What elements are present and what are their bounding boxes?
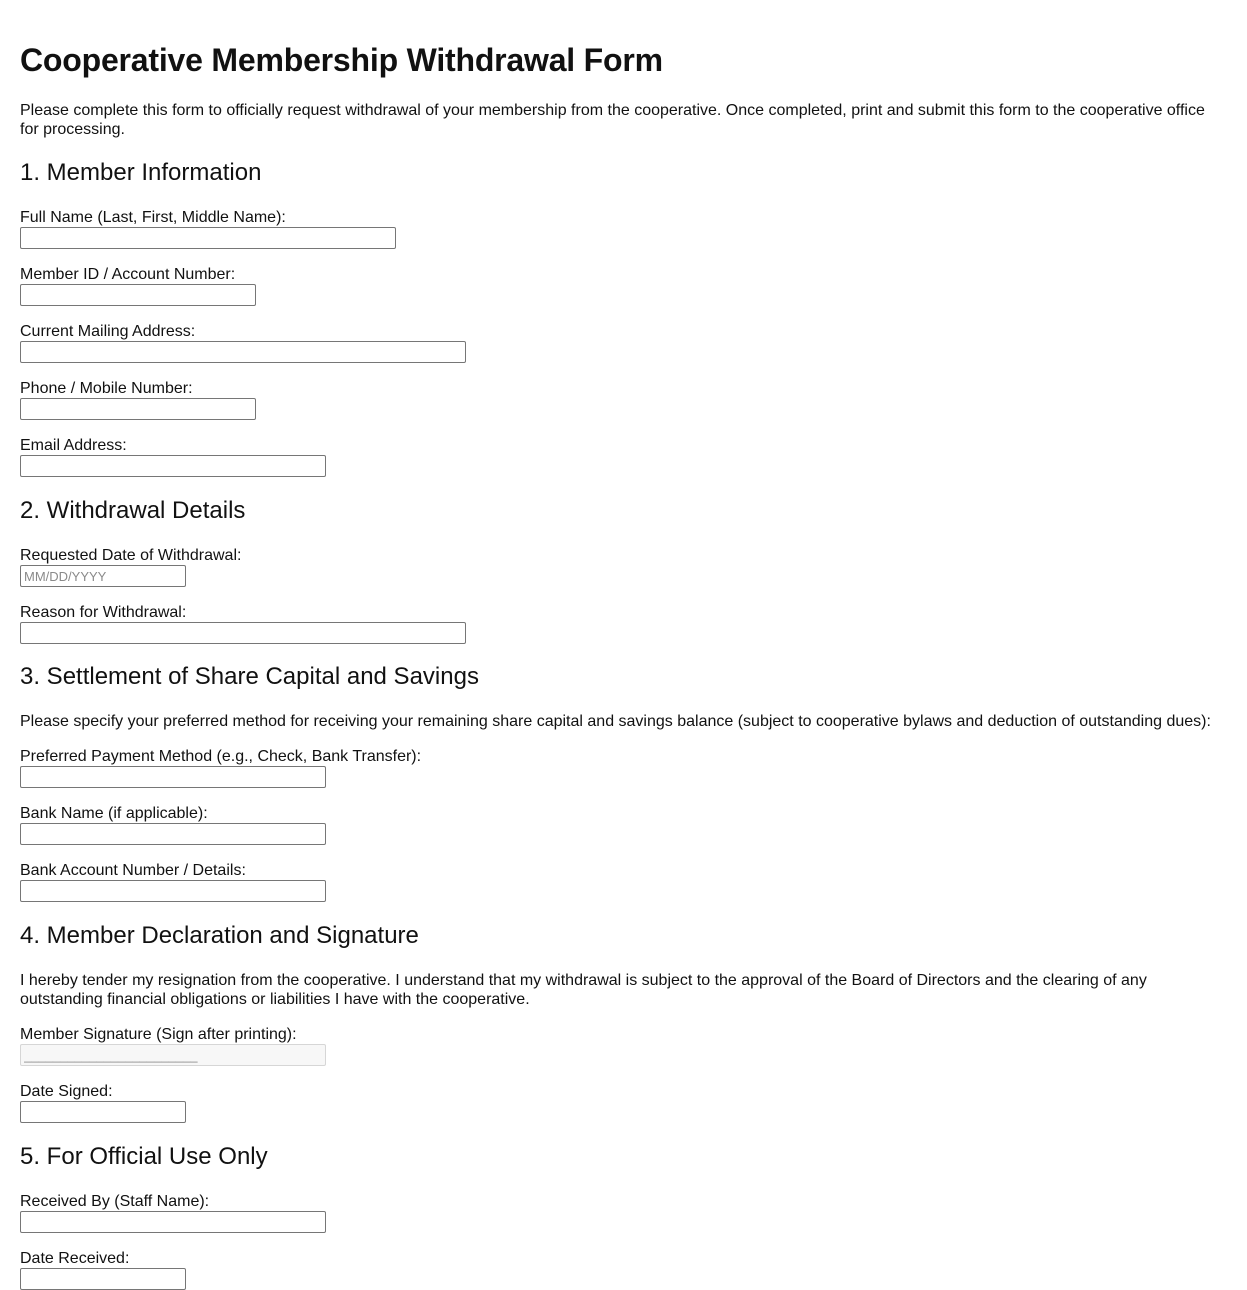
intro-text: Please complete this form to officially request withdrawal of your membership from the cooperative. Once completed, print and submit this form to the cooperative office for processing. <box>20 102 1205 138</box>
withdrawal-reason-input[interactable] <box>20 622 466 644</box>
section-heading-official: 5. For Official Use Only <box>20 1143 268 1170</box>
bank-account-label: Bank Account Number / Details: <box>20 862 246 879</box>
bank-name-input[interactable] <box>20 823 326 845</box>
received-by-label: Received By (Staff Name): <box>20 1193 210 1210</box>
member-id-label: Member ID / Account Number: <box>20 266 236 283</box>
mailing-address-label: Current Mailing Address: <box>20 323 196 340</box>
bank-name-label: Bank Name (if applicable): <box>20 805 208 822</box>
phone-input[interactable] <box>20 398 256 420</box>
withdrawal-date-input[interactable] <box>20 565 186 587</box>
bank-account-input[interactable] <box>20 880 326 902</box>
declaration-text: I hereby tender my resignation from the cooperative. I understand that my withdrawal is subject to the approval of the Board of Directors and the clearing of any outstanding financial obligations or liabilities I have with the cooperative. <box>20 972 1147 1008</box>
withdrawal-date-label: Requested Date of Withdrawal: <box>20 547 242 564</box>
full-name-input[interactable] <box>20 227 396 249</box>
email-input[interactable] <box>20 455 326 477</box>
date-received-input[interactable] <box>20 1268 186 1290</box>
mailing-address-input[interactable] <box>20 341 466 363</box>
section-heading-declaration: 4. Member Declaration and Signature <box>20 922 419 949</box>
date-signed-label: Date Signed: <box>20 1083 113 1100</box>
page-title: Cooperative Membership Withdrawal Form <box>20 42 663 78</box>
withdrawal-reason-label: Reason for Withdrawal: <box>20 604 187 621</box>
phone-label: Phone / Mobile Number: <box>20 380 193 397</box>
payment-method-input[interactable] <box>20 766 326 788</box>
section-heading-settlement: 3. Settlement of Share Capital and Savings <box>20 663 479 690</box>
email-label: Email Address: <box>20 437 127 454</box>
date-signed-input[interactable] <box>20 1101 186 1123</box>
date-received-label: Date Received: <box>20 1250 130 1267</box>
section-heading-withdrawal: 2. Withdrawal Details <box>20 497 246 524</box>
member-id-input[interactable] <box>20 284 256 306</box>
signature-input <box>20 1044 326 1066</box>
settlement-description: Please specify your preferred method for receiving your remaining share capital and savings balance (subject to cooperative bylaws and deduction of outstanding dues): <box>20 713 1211 730</box>
full-name-label: Full Name (Last, First, Middle Name): <box>20 209 286 226</box>
payment-method-label: Preferred Payment Method (e.g., Check, Bank Transfer): <box>20 748 422 765</box>
received-by-input[interactable] <box>20 1211 326 1233</box>
section-heading-member-info: 1. Member Information <box>20 159 262 186</box>
signature-label: Member Signature (Sign after printing): <box>20 1026 297 1043</box>
